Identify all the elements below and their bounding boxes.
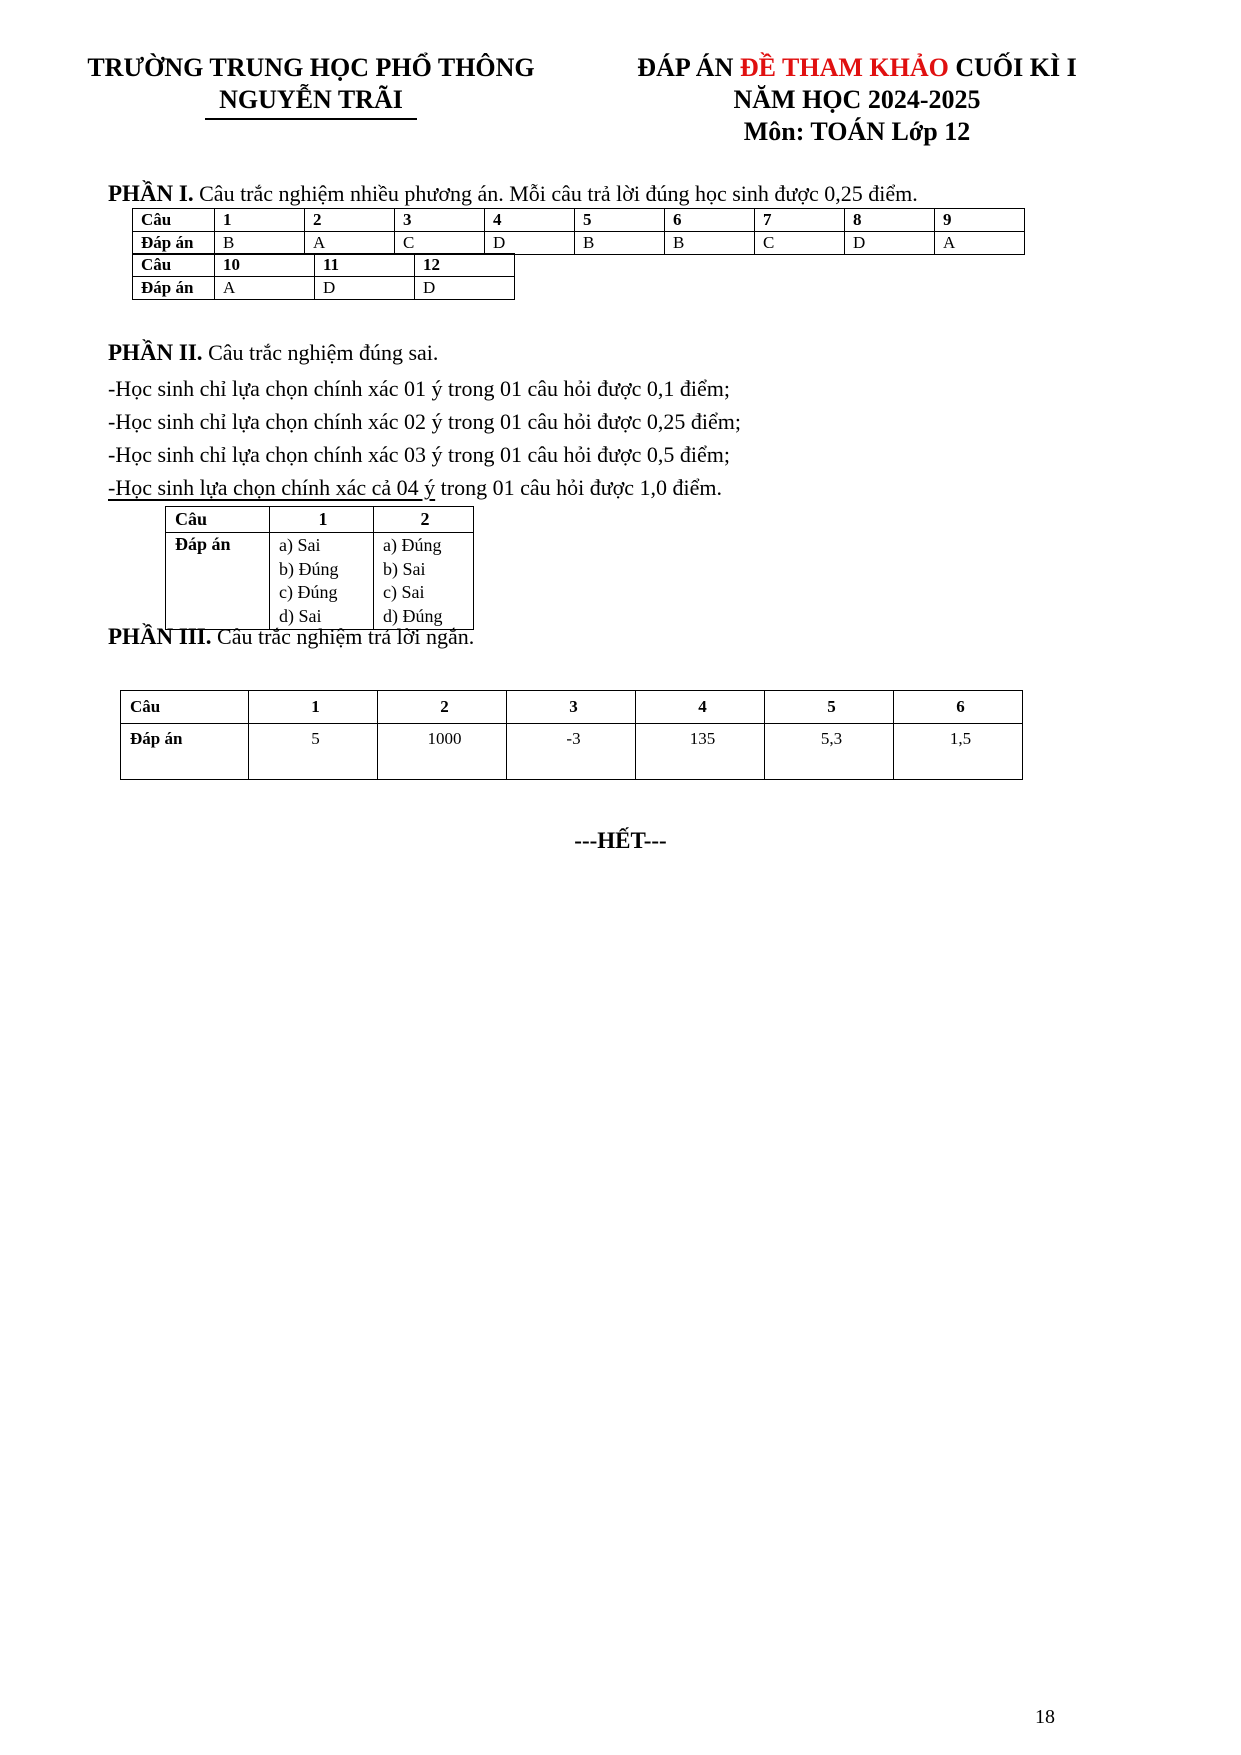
question-number-cell: 8 (845, 209, 935, 232)
part2-heading (108, 340, 438, 366)
answer-cell: B (215, 232, 305, 255)
end-of-document-text: ---HẾT--- (574, 828, 667, 853)
answer-cell: 5,3 (765, 724, 894, 780)
part3-heading-label: PHẦN III. (108, 624, 212, 649)
scoring-rule-line: -Học sinh chỉ lựa chọn chính xác 03 ý trong 01 câu hỏi được 0,5 điểm; (108, 442, 731, 467)
part1-answer-table-bottom (132, 253, 515, 300)
table-row (133, 209, 1025, 232)
school-name-line2: NGUYỄN TRÃI (205, 84, 417, 120)
question-row-label: Câu (133, 254, 215, 277)
answer-line: b) Đúng (279, 558, 339, 579)
question-number-cell: 12 (415, 254, 515, 277)
question-row-label: Câu (166, 507, 270, 533)
answer-cell: C (395, 232, 485, 255)
table-row (121, 724, 1023, 780)
answer-row-label: Đáp án (121, 724, 249, 780)
part3-heading-text: Câu trắc nghiệm trả lời ngắn. (211, 624, 475, 649)
question-number-cell: 6 (894, 691, 1023, 724)
question-number-cell: 5 (765, 691, 894, 724)
answer-cell: 1000 (378, 724, 507, 780)
question-row-label: Câu (133, 209, 215, 232)
title-prefix: ĐÁP ÁN (637, 53, 740, 82)
table-row (133, 277, 515, 300)
question-number-cell: 2 (305, 209, 395, 232)
answer-cell: 135 (636, 724, 765, 780)
scoring-rule-line: -Học sinh chỉ lựa chọn chính xác 02 ý trong 01 câu hỏi được 0,25 điểm; (108, 409, 742, 434)
exam-title-line (542, 52, 1172, 84)
part2-heading-label: PHẦN II. (108, 340, 203, 365)
answer-cell (270, 533, 374, 630)
question-number-cell: 9 (935, 209, 1025, 232)
answer-line: c) Đúng (279, 582, 338, 602)
answer-cell: A (305, 232, 395, 255)
scoring-rule-line: -Học sinh chỉ lựa chọn chính xác 01 ý trong 01 câu hỏi được 0,1 điểm; (108, 376, 731, 401)
school-year-line: NĂM HỌC 2024-2025 (733, 85, 981, 114)
answer-row-label: Đáp án (166, 533, 270, 630)
answer-cell: -3 (507, 724, 636, 780)
answer-cell: D (485, 232, 575, 255)
question-number-cell: 7 (755, 209, 845, 232)
answer-cell: D (315, 277, 415, 300)
question-number-cell: 6 (665, 209, 755, 232)
question-number-cell: 1 (215, 209, 305, 232)
part1-heading (108, 181, 918, 207)
answer-line: b) Sai (383, 558, 426, 579)
table-row (121, 691, 1023, 724)
table-row (133, 232, 1025, 255)
answer-cell: A (935, 232, 1025, 255)
question-number-cell: 1 (249, 691, 378, 724)
question-number-cell: 3 (395, 209, 485, 232)
answer-line: d) Sai (279, 605, 322, 626)
part1-answer-table-top (132, 208, 1025, 255)
answer-cell: C (755, 232, 845, 255)
answer-cell: 1,5 (894, 724, 1023, 780)
part1-heading-text: Câu trắc nghiệm nhiều phương án. Mỗi câu trả lời đúng học sinh được 0,25 điểm. (193, 181, 918, 206)
title-block (542, 52, 1172, 148)
title-highlight: ĐỀ THAM KHẢO (739, 53, 949, 82)
table-row (166, 533, 474, 630)
answer-line: d) Đúng (383, 605, 443, 626)
page-header (80, 52, 1172, 148)
title-suffix: CUỐI KÌ I (948, 53, 1077, 82)
school-block (80, 52, 542, 148)
answer-line: c) Sai (383, 582, 425, 602)
answer-cell: B (665, 232, 755, 255)
scoring-rule-line (108, 471, 741, 504)
school-name-line2-wrap (80, 84, 542, 120)
answer-cell: B (575, 232, 665, 255)
part1-heading-label: PHẦN I. (108, 181, 194, 206)
part2-heading-text: Câu trắc nghiệm đúng sai. (202, 340, 439, 365)
question-row-label: Câu (121, 691, 249, 724)
question-number-cell: 11 (315, 254, 415, 277)
part3-heading (108, 624, 474, 650)
part2-scoring-rules (108, 372, 741, 504)
question-number-cell: 2 (378, 691, 507, 724)
answer-cell: D (845, 232, 935, 255)
school-name-line1: TRƯỜNG TRUNG HỌC PHỔ THÔNG (87, 53, 535, 82)
part3-answer-table (120, 690, 1023, 780)
answer-cell: D (415, 277, 515, 300)
answer-cell (374, 533, 474, 630)
scoring-rule4-rest: trong 01 câu hỏi được 1,0 điểm. (435, 475, 723, 500)
question-number-cell: 3 (507, 691, 636, 724)
part2-answer-table (165, 506, 474, 630)
question-number-cell: 5 (575, 209, 665, 232)
scoring-rule4-underlined: -Học sinh lựa chọn chính xác cả 04 ý (108, 475, 436, 500)
subject-line: Môn: TOÁN Lớp 12 (743, 117, 971, 146)
question-number-cell: 4 (636, 691, 765, 724)
answer-cell: 5 (249, 724, 378, 780)
table-row (166, 507, 474, 533)
question-number-cell: 10 (215, 254, 315, 277)
question-number-cell: 1 (270, 507, 374, 533)
answer-line: a) Sai (279, 535, 321, 555)
answer-line: a) Đúng (383, 535, 442, 555)
question-number-cell: 4 (485, 209, 575, 232)
page-number: 18 (1035, 1706, 1055, 1728)
answer-row-label: Đáp án (133, 277, 215, 300)
question-number-cell: 2 (374, 507, 474, 533)
table-row (133, 254, 515, 277)
answer-row-label: Đáp án (133, 232, 215, 255)
answer-cell: A (215, 277, 315, 300)
